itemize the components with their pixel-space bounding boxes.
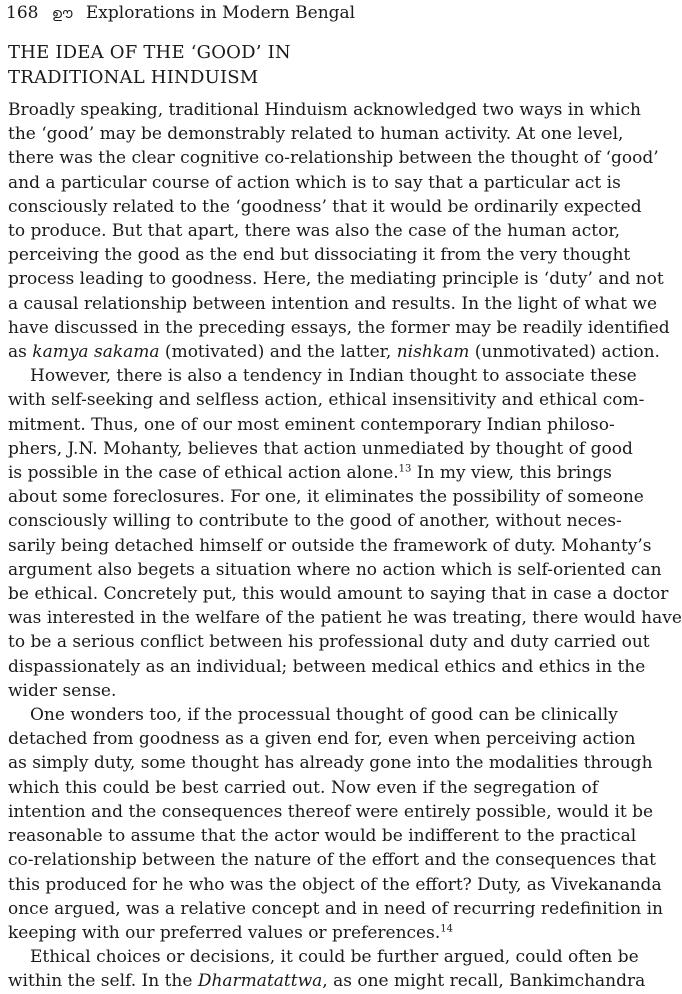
text-line: dispassionately as an individual; between medical ethics and ethics in the — [8, 656, 646, 677]
text-line: process leading to goodness. Here, the mediating principle is ‘duty’ and not — [8, 269, 664, 290]
text-line — [8, 340, 660, 364]
text-line — [8, 969, 646, 993]
page-number: 168 — [6, 3, 39, 23]
italic-term: Dharmatattwa — [197, 971, 323, 992]
footnote-ref: 14 — [440, 923, 453, 935]
text-line: perceiving the good as the end but dissociating it from the very thought — [8, 245, 631, 266]
footnote-ref: 13 — [398, 463, 412, 475]
text-line: argument also begets a situation where no action which is self-oriented can — [8, 559, 662, 580]
text-line: consciously related to the ‘goodness’ that it would be ordinarily expected — [8, 196, 642, 217]
text-line: phers, J.N. Mohanty, believes that action unmediated by thought of good — [8, 438, 633, 459]
text-line: to produce. But that apart, there was also the case of the human actor, — [8, 221, 621, 242]
text-line: have discussed in the preceding essays, the former may be readily identified — [8, 317, 670, 338]
text-line: However, there is also a tendency in Indian thought to associate these — [30, 366, 637, 387]
italic-term: nishkam — [396, 342, 470, 363]
running-title: Explorations in Modern Bengal — [85, 3, 356, 23]
section-title — [8, 40, 568, 90]
paragraph — [8, 364, 682, 703]
text-line: about some foreclosures. For one, it eliminates the possibility of someone — [8, 487, 644, 508]
text-run: , as one might recall, Bankimchandra — [322, 971, 646, 992]
paragraph — [8, 703, 663, 945]
text-line — [8, 921, 598, 945]
paragraph — [8, 945, 646, 993]
section-title-line: TRADITIONAL HINDUISM — [8, 67, 259, 88]
text-run: within the self. In the — [8, 971, 198, 992]
text-line: One wonders too, if the processual thought of good can be clinically — [30, 705, 618, 726]
text-line: to be a serious conflict between his professional duty and duty carried out — [8, 632, 650, 653]
text-line: a causal relationship between intention and results. In the light of what we — [8, 293, 658, 314]
text-run: (motivated) and the latter, — [159, 342, 397, 363]
text-line: Broadly speaking, traditional Hinduism acknowledged two ways in which — [8, 100, 642, 120]
text-line: was interested in the welfare of the patient he was treating, there would have — [8, 608, 682, 629]
text-line: as simply duty, some thought has already gone into the modalities through — [8, 753, 653, 774]
text-line: which this could be best carried out. Now even if the segregation of — [8, 777, 598, 798]
text-line: consciously willing to contribute to the good of another, without neces- — [8, 511, 622, 532]
text-run: as — [8, 342, 33, 363]
text-run: is possible in the case of ethical action alone. — [8, 463, 399, 484]
text-run: (unmotivated) action. — [469, 342, 660, 363]
text-run: In my view, this brings — [411, 463, 612, 484]
text-line: and a particular course of action which is to say that a particular act is — [8, 172, 621, 193]
text-line: reasonable to assume that the actor would be indifferent to the practical — [8, 826, 637, 847]
italic-term: kamya sakama — [32, 342, 160, 363]
paragraph — [8, 98, 670, 364]
section-title-line: THE IDEA OF THE ‘GOOD’ IN — [8, 42, 291, 63]
ornament-icon: ഊ — [51, 6, 73, 22]
text-line: with self-seeking and selfless action, ethical insensitivity and ethical com- — [8, 390, 645, 411]
text-line: once argued, was a relative concept and in need of recurring redefinition in — [8, 898, 663, 919]
text-line: wider sense. — [8, 680, 117, 701]
text-line: detached from goodness as a given end for, even when perceiving action — [8, 729, 636, 750]
text-line: the ‘good’ may be demonstrably related to human activity. At one level, — [8, 124, 624, 145]
text-line: there was the clear cognitive co-relationship between the thought of ‘good’ — [8, 148, 659, 169]
text-line: be ethical. Concretely put, this would amount to saying that in case a doctor — [8, 584, 669, 605]
text-line: sarily being detached himself or outside the framework of duty. Mohanty’s — [8, 535, 652, 556]
body-text — [8, 98, 682, 994]
text-line: this produced for he who was the object of the effort? Duty, as Vivekananda — [8, 874, 662, 895]
text-run: keeping with our preferred values or preferences. — [8, 922, 441, 943]
text-line: Ethical choices or decisions, it could be further argued, could often be — [30, 947, 639, 968]
text-line: co-relationship between the nature of the effort and the consequences that — [8, 850, 656, 871]
text-line — [8, 461, 612, 485]
running-header — [6, 2, 355, 25]
text-line: intention and the consequences thereof were entirely possible, would it be — [8, 801, 654, 822]
text-line: mitment. Thus, one of our most eminent contemporary Indian philoso- — [8, 414, 615, 435]
